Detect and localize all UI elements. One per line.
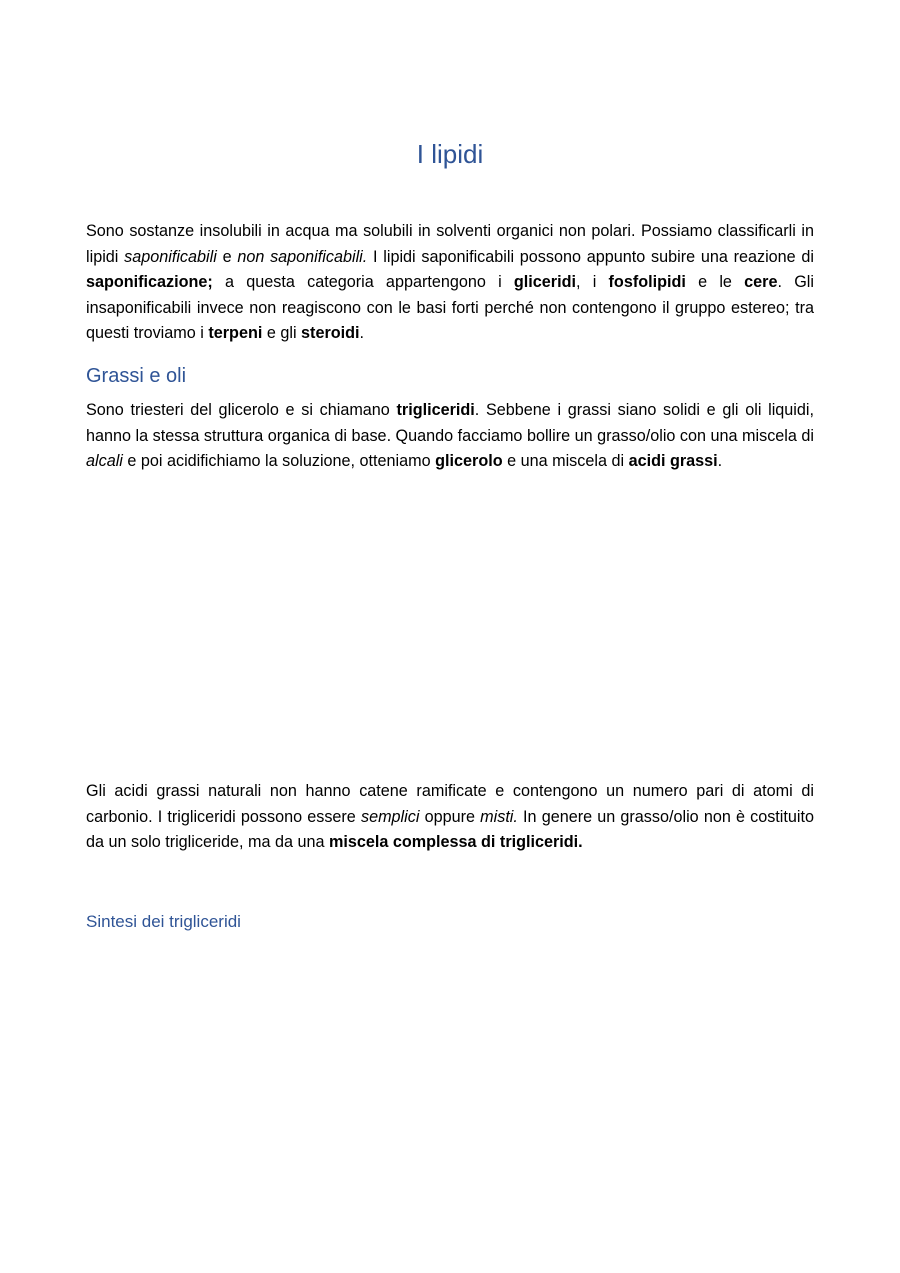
- text-segment: saponificazione;: [86, 273, 213, 292]
- text-segment: .: [359, 324, 365, 343]
- text-segment: e una miscela di: [502, 452, 629, 471]
- text-segment: . Gli insaponificabili invece non reagiscono con le basi forti perché non contengono il gruppo estereo; tra questi troviamo i: [86, 273, 814, 343]
- text-segment: semplici: [360, 807, 420, 826]
- text-segment: oppure: [419, 807, 481, 826]
- text-segment: .: [717, 452, 723, 471]
- text-segment: terpeni: [208, 324, 263, 343]
- acidi-grassi-paragraph: [86, 779, 814, 856]
- text-segment: e gli: [262, 324, 302, 343]
- text-segment: . Sebbene i grassi siano solidi e gli oli liquidi, hanno la stessa struttura organica di base. Quando facciamo bollire un grasso/olio con una miscela di: [86, 401, 814, 445]
- text-segment: In genere un grasso/olio non è costituito da un solo trigliceride, ma da una: [86, 807, 814, 852]
- text-segment: saponificabili: [124, 247, 217, 266]
- text-segment: non saponificabili.: [237, 247, 368, 266]
- text-segment: Sono triesteri del glicerolo e si chiamano: [86, 401, 397, 419]
- text-segment: steroidi: [301, 324, 360, 343]
- text-segment: gliceridi: [513, 273, 576, 292]
- text-segment: , i: [575, 273, 609, 292]
- text-segment: Gli acidi grassi naturali non hanno catene ramificate e contengono un numero pari di atomi di carbonio. I trigliceridi possono essere: [86, 782, 814, 826]
- section-heading-sintesi: Sintesi dei trigliceridi: [86, 912, 241, 931]
- section-heading-grassi-e-oli: Grassi e oli: [86, 365, 187, 387]
- text-segment: Sono sostanze insolubili in acqua ma solubili in solventi organici non polari. Possiamo classificarli in lipidi: [86, 222, 814, 266]
- text-segment: acidi grassi: [628, 452, 718, 471]
- grassi-paragraph: [86, 398, 814, 475]
- text-segment: miscela complessa di trigliceridi.: [328, 833, 583, 852]
- text-segment: I lipidi saponificabili possono appunto subire una reazione di: [367, 247, 815, 266]
- text-segment: a questa categoria appartengono i: [212, 273, 514, 292]
- text-segment: glicerolo: [435, 452, 503, 471]
- intro-paragraph: [86, 219, 814, 347]
- text-segment: e poi acidifichiamo la soluzione, otteniamo: [122, 452, 436, 471]
- text-segment: fosfolipidi: [608, 273, 686, 292]
- text-segment: misti.: [480, 807, 518, 826]
- page-title: I lipidi: [416, 139, 484, 169]
- text-segment: trigliceridi: [396, 401, 475, 419]
- text-segment: e le: [685, 273, 745, 292]
- text-segment: alcali: [86, 452, 123, 471]
- text-segment: e: [216, 247, 238, 266]
- text-segment: cere: [744, 273, 778, 292]
